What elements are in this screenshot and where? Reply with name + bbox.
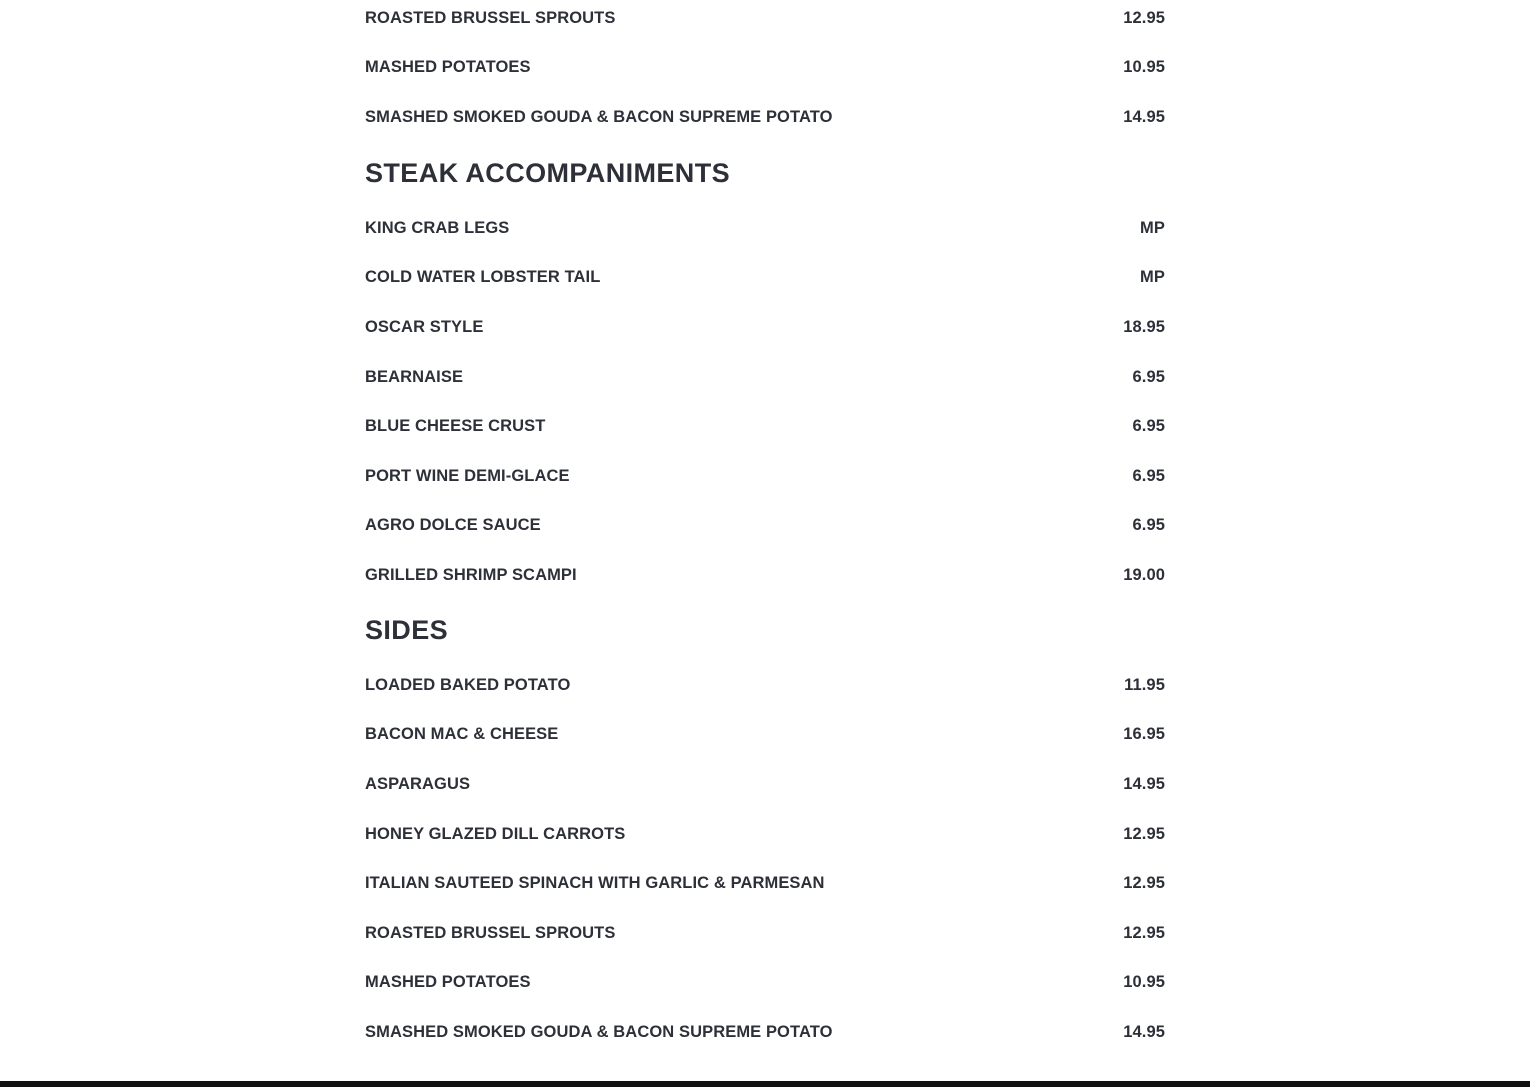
- item-price: 12.95: [1123, 923, 1165, 942]
- item-name: GRILLED SHRIMP SCAMPI: [365, 565, 577, 584]
- item-name: SMASHED SMOKED GOUDA & BACON SUPREME POTATO: [365, 108, 833, 126]
- menu-item: [365, 759, 1165, 809]
- menu-item: [365, 809, 1165, 859]
- menu-item: [365, 57, 1165, 77]
- item-price: 14.95: [1123, 774, 1165, 793]
- item-price: 19.00: [1123, 565, 1165, 584]
- item-name: MASHED POTATOES: [365, 973, 531, 992]
- menu-item: [365, 858, 1165, 908]
- menu-item: [365, 302, 1165, 352]
- item-price: 18.95: [1123, 317, 1165, 336]
- item-price: 6.95: [1132, 367, 1165, 386]
- item-price: 12.95: [1123, 874, 1165, 893]
- menu-item: [365, 0, 1165, 36]
- menu-item: [365, 352, 1165, 402]
- item-price: 16.95: [1123, 725, 1165, 744]
- item-name: KING CRAB LEGS: [365, 218, 510, 237]
- menu-item: [365, 253, 1165, 303]
- item-name: OSCAR STYLE: [365, 317, 484, 336]
- item-name: BLUE CHEESE CRUST: [365, 417, 546, 436]
- item-name: MASHED POTATOES: [365, 58, 531, 76]
- menu-item: [365, 107, 1165, 127]
- menu-item: [365, 1007, 1165, 1057]
- item-price: 14.95: [1123, 108, 1165, 126]
- item-name: BACON MAC & CHEESE: [365, 725, 559, 744]
- section-title-steak-accompaniments: STEAK ACCOMPANIMENTS: [365, 158, 730, 188]
- menu-item: [365, 660, 1165, 710]
- footer-bar: [0, 1081, 1530, 1087]
- item-price: MP: [1140, 268, 1165, 287]
- item-name: ITALIAN SAUTEED SPINACH WITH GARLIC & PARMESAN: [365, 874, 825, 893]
- item-price: 6.95: [1132, 466, 1165, 485]
- menu-item: [365, 550, 1165, 600]
- menu-item: [365, 908, 1165, 958]
- item-price: 10.95: [1123, 58, 1165, 76]
- menu-item: [365, 203, 1165, 253]
- menu-item: [365, 501, 1165, 551]
- menu-item: [365, 451, 1165, 501]
- item-price: 11.95: [1124, 675, 1165, 694]
- item-price: 6.95: [1132, 417, 1165, 436]
- item-price: 12.95: [1123, 824, 1165, 843]
- item-name: ROASTED BRUSSEL SPROUTS: [365, 9, 616, 27]
- menu-item: [365, 401, 1165, 451]
- menu-item: [365, 958, 1165, 1008]
- item-name: ROASTED BRUSSEL SPROUTS: [365, 923, 616, 942]
- item-name: HONEY GLAZED DILL CARROTS: [365, 824, 626, 843]
- item-name: ASPARAGUS: [365, 774, 471, 793]
- item-name: BEARNAISE: [365, 367, 464, 386]
- item-price: MP: [1140, 218, 1165, 237]
- item-name: AGRO DOLCE SAUCE: [365, 516, 541, 535]
- menu-item: [365, 710, 1165, 760]
- item-name: SMASHED SMOKED GOUDA & BACON SUPREME POTATO: [365, 1022, 833, 1041]
- item-price: 12.95: [1123, 9, 1165, 27]
- item-price: 6.95: [1132, 516, 1165, 535]
- steak-accompaniments-list: [365, 203, 1165, 600]
- item-name: LOADED BAKED POTATO: [365, 675, 571, 694]
- item-price: 14.95: [1123, 1022, 1165, 1041]
- section-title-sides: SIDES: [365, 615, 449, 645]
- sides-list: [365, 660, 1165, 1057]
- sides-list-continued: [365, 0, 1165, 126]
- item-name: PORT WINE DEMI-GLACE: [365, 466, 570, 485]
- item-name: COLD WATER LOBSTER TAIL: [365, 268, 601, 287]
- item-price: 10.95: [1123, 973, 1165, 992]
